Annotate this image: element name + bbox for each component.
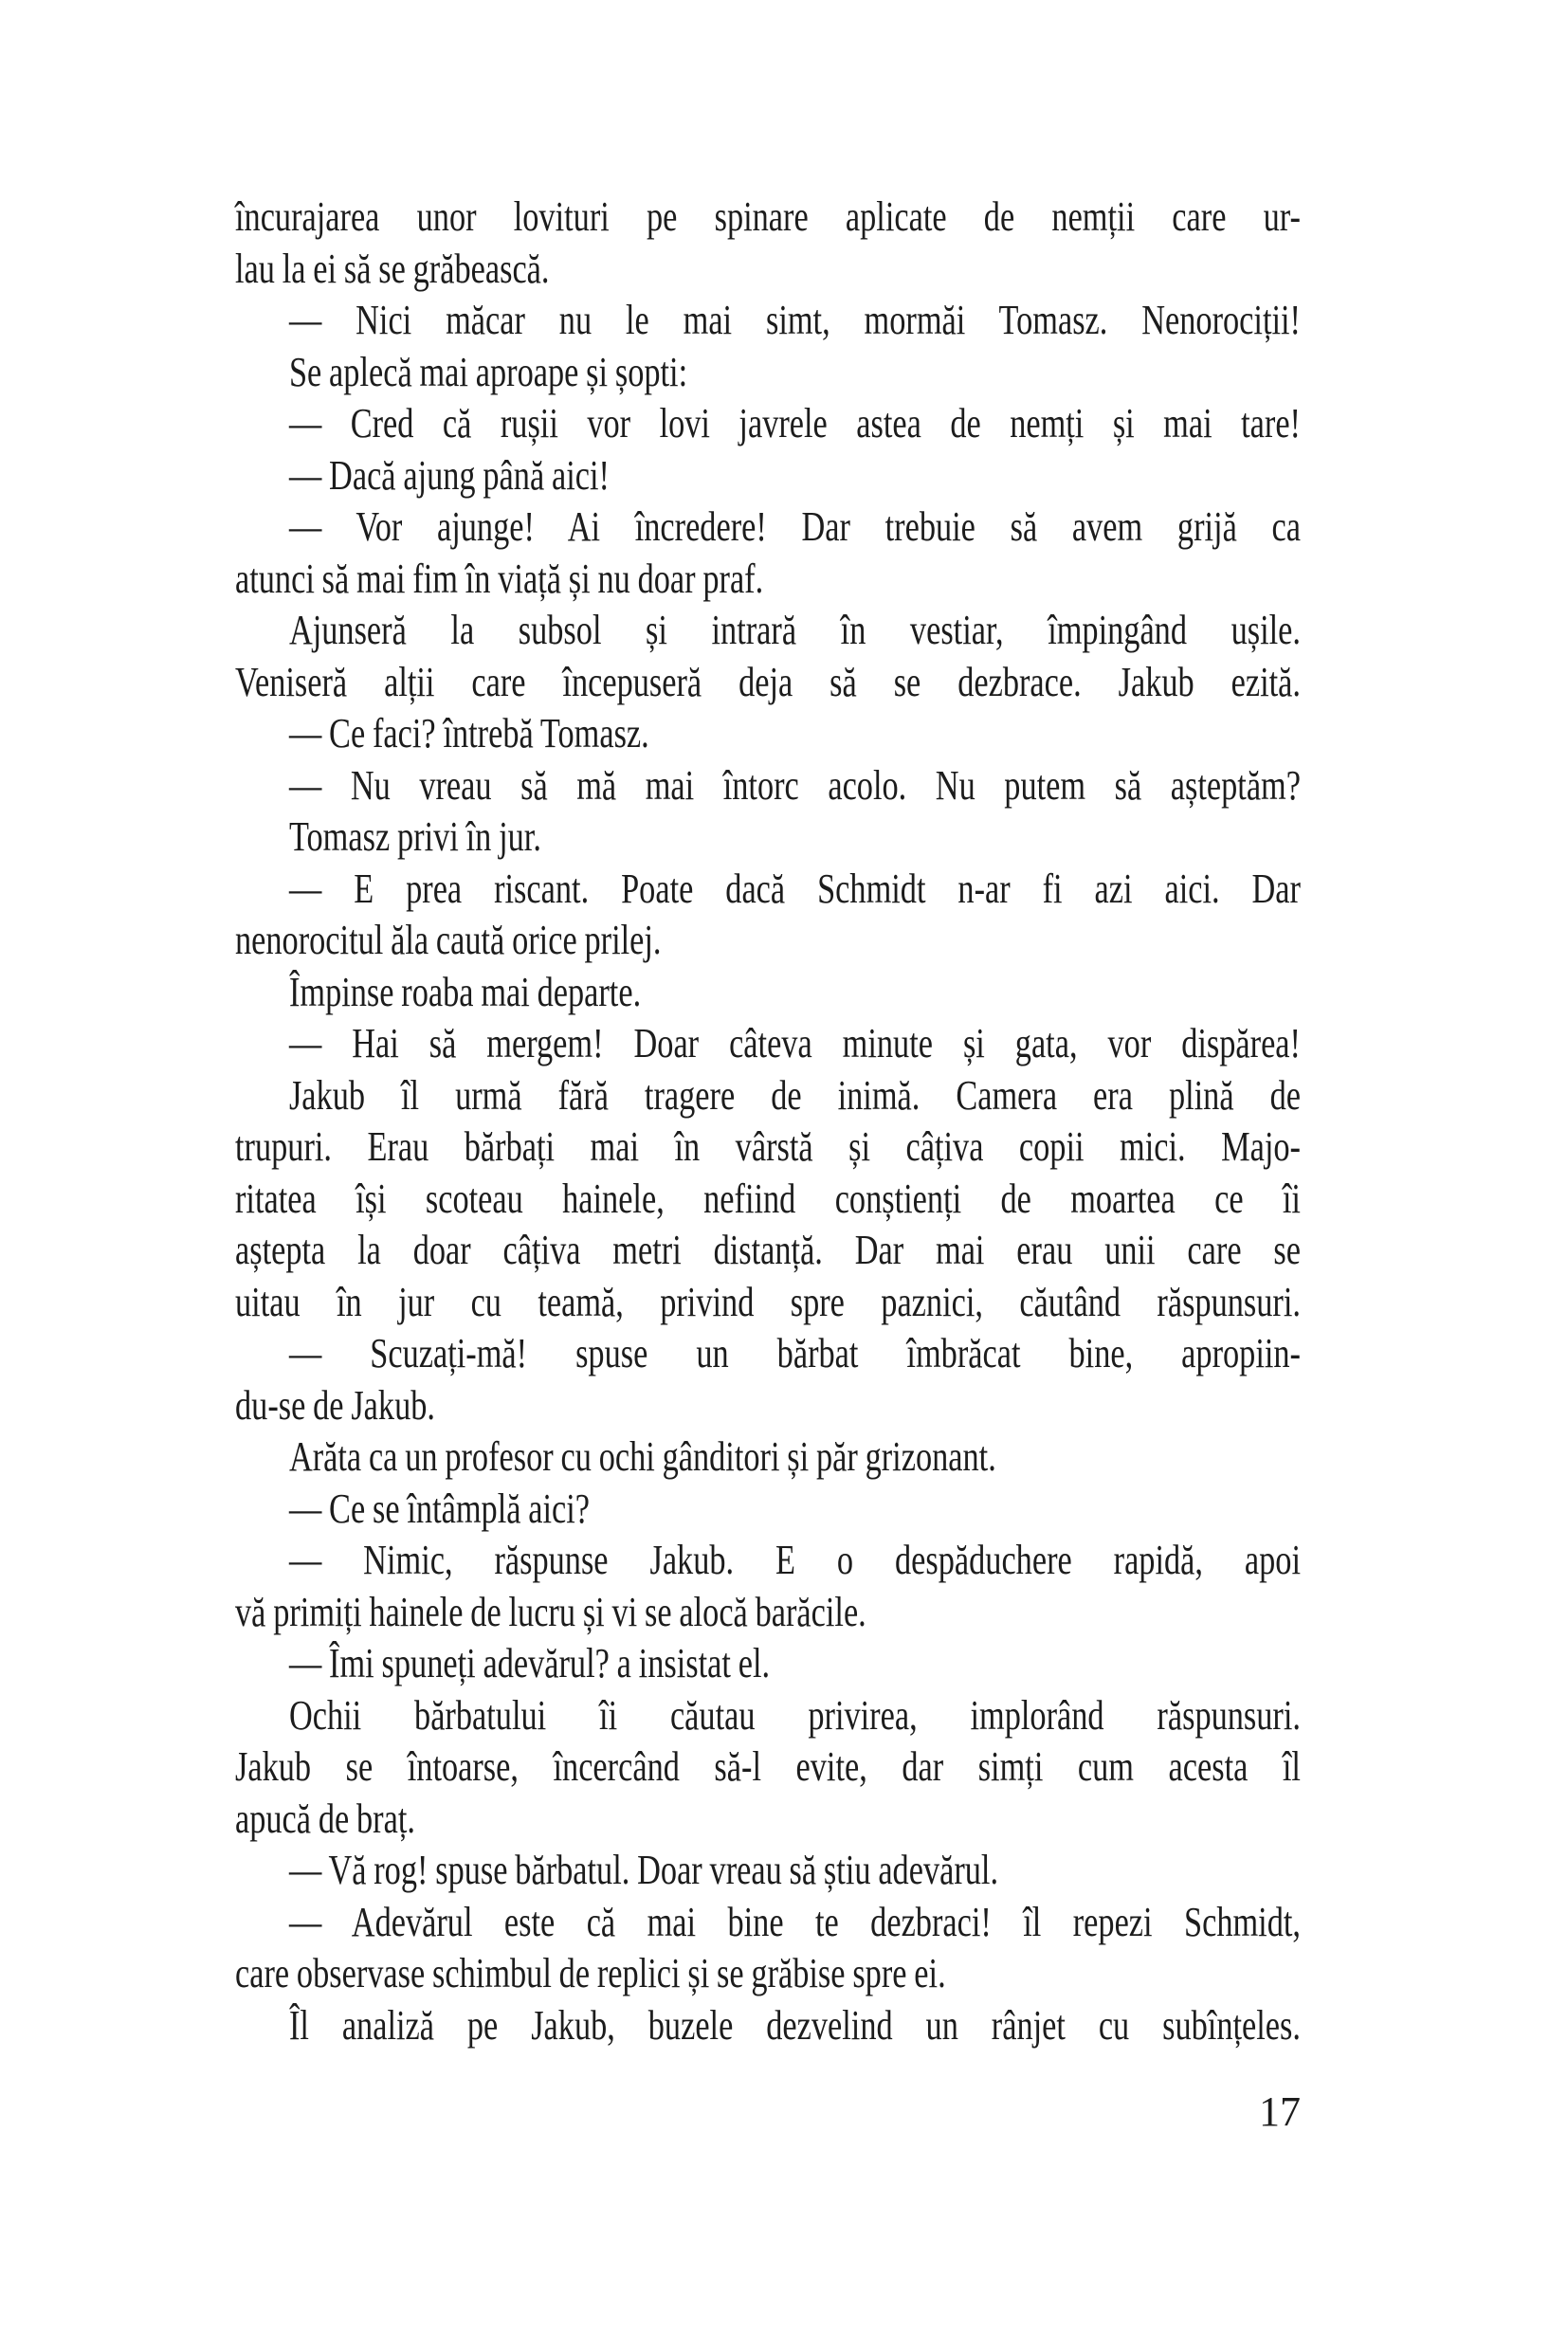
text-line: Împinse roaba mai departe. xyxy=(288,968,642,1015)
text-line: — Îmi spuneți adevărul? a insistat el. xyxy=(288,1640,771,1686)
text-line: atunci să mai fim în viață și nu doar praf. xyxy=(235,555,764,602)
text-line: — Vă rog! spuse bărbatul. Doar vreau să știu adevărul. xyxy=(288,1847,999,1893)
text-line: apucă de braț. xyxy=(235,1795,415,1842)
text-line: — Scuzați-mă! spuse un bărbat îmbrăcat bine, apropiin- xyxy=(288,1330,1301,1376)
text-line: — Cred că rușii vor lovi javrele astea de nemți și mai tare! xyxy=(288,400,1301,447)
text-line: aștepta la doar câțiva metri distanță. Dar mai erau unii care se xyxy=(235,1227,1301,1273)
text-line: Arăta ca un profesor cu ochi gânditori și păr grizonant. xyxy=(288,1433,996,1480)
text-line: Ajunseră la subsol și intrară în vestiar, împingând ușile. xyxy=(288,607,1301,653)
text-line: Veniseră alții care începuseră deja să se dezbrace. Jakub ezită. xyxy=(235,658,1301,705)
text-line: Tomasz privi în jur. xyxy=(288,813,541,860)
text-line: care observase schimbul de replici și se grăbise spre ei. xyxy=(235,1950,946,1996)
text-line: — Nici măcar nu le mai simt, mormăi Tomasz. Nenorociții! xyxy=(288,297,1301,343)
body-text xyxy=(235,191,1301,2051)
text-line: — Ce se întâmplă aici? xyxy=(288,1485,591,1532)
text-line: lau la ei să se grăbească. xyxy=(235,245,550,292)
text-line: — Nimic, răspunse Jakub. E o despăduchere rapidă, apoi xyxy=(288,1537,1301,1583)
text-line: nenorocitul ăla caută orice prilej. xyxy=(235,917,662,963)
text-line: ritatea își scoteau hainele, nefiind conștienți de moartea ce îi xyxy=(235,1175,1301,1222)
text-line: Jakub îl urmă fără tragere de inimă. Camera era plină de xyxy=(288,1071,1301,1119)
text-line: — Hai să mergem! Doar câteva minute și gata, vor dispărea! xyxy=(288,1020,1301,1066)
text-line: trupuri. Erau bărbați mai în vârstă și câțiva copii mici. Majo- xyxy=(235,1123,1301,1170)
text-line: Ochii bărbatului îi căutau privirea, implorând răspunsuri. xyxy=(288,1691,1301,1739)
text-line: — Adevărul este că mai bine te dezbraci! îl repezi Schmidt, xyxy=(288,1898,1301,1945)
text-line: du-se de Jakub. xyxy=(235,1381,435,1429)
text-line: Se aplecă mai aproape și șopti: xyxy=(288,348,688,395)
text-line: Jakub se întoarse, încercând să-l evite, dar simți cum acesta îl xyxy=(235,1743,1301,1790)
text-line: — E prea riscant. Poate dacă Schmidt n-ar fi azi aici. Dar xyxy=(288,865,1301,912)
text-line: — Vor ajunge! Ai încredere! Dar trebuie să avem grijă ca xyxy=(288,503,1301,550)
text-line: — Nu vreau să mă mai întorc acolo. Nu putem să așteptăm? xyxy=(288,761,1301,809)
text-line: uitau în jur cu teamă, privind spre paznici, căutând răspunsuri. xyxy=(235,1278,1301,1325)
text-line: — Ce faci? întrebă Tomasz. xyxy=(288,710,649,756)
text-line: Îl analiză pe Jakub, buzele dezvelind un rânjet cu subînțeles. xyxy=(288,2001,1301,2049)
text-line: — Dacă ajung până aici! xyxy=(288,451,610,499)
text-line: vă primiți hainele de lucru și vi se alocă barăcile. xyxy=(235,1588,866,1635)
page-number: 17 xyxy=(1259,2088,1301,2135)
text-line: încurajarea unor lovituri pe spinare aplicate de nemții care ur- xyxy=(235,193,1301,240)
